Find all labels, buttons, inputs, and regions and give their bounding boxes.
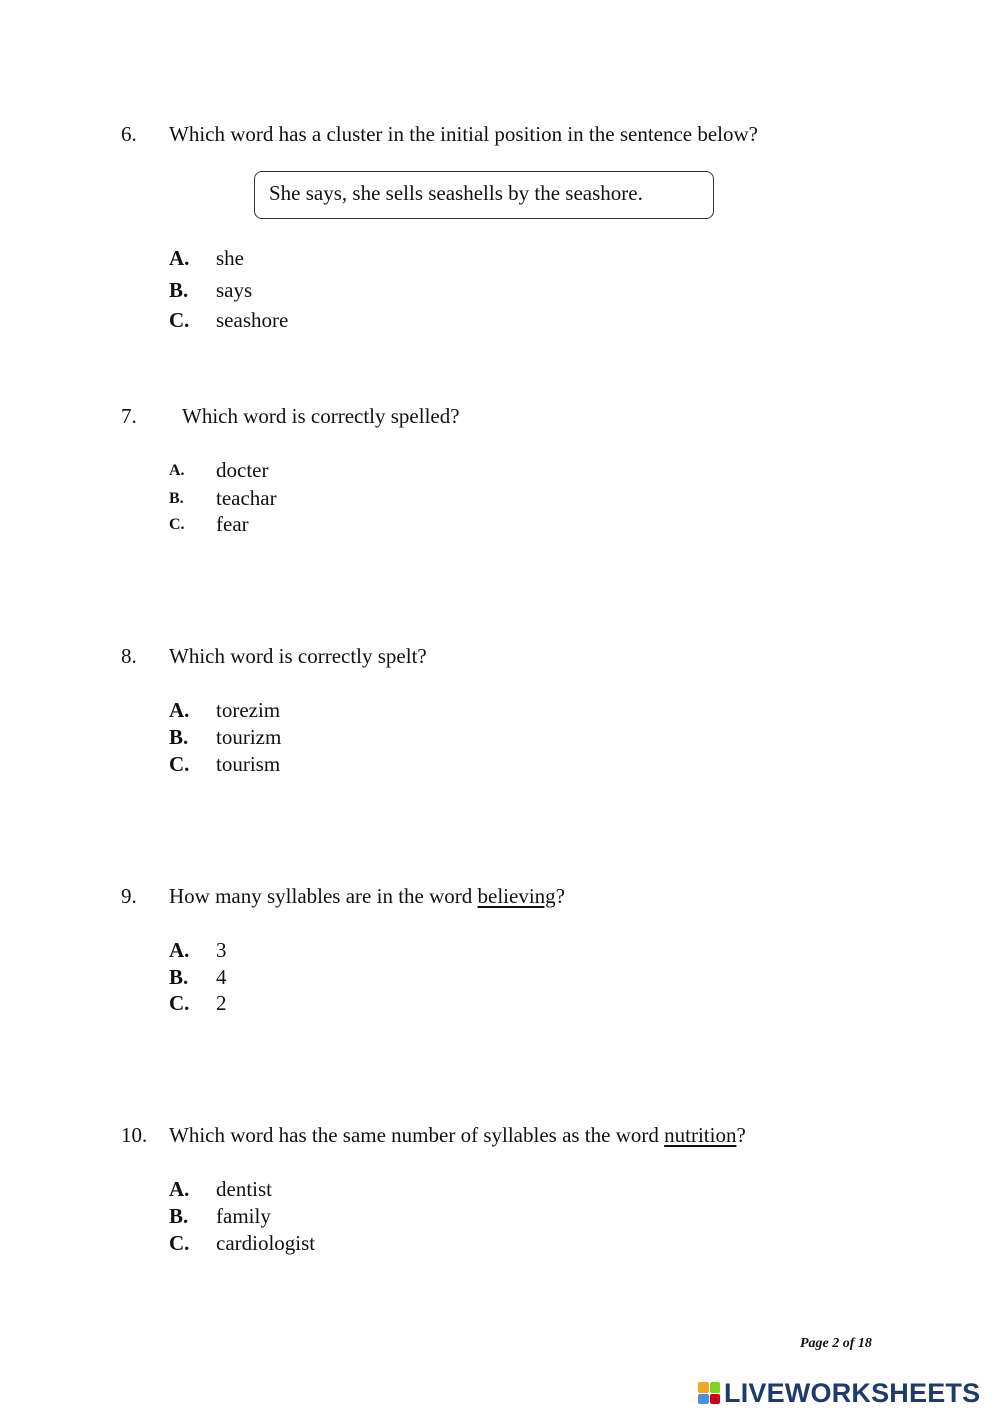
- boxed-sentence: She says, she sells seashells by the seashore.: [269, 181, 643, 205]
- option-text: 2: [216, 991, 227, 1015]
- question-10-number: 10.: [121, 1123, 148, 1147]
- option-letter: A.: [169, 698, 190, 722]
- option-letter: B.: [169, 1204, 189, 1228]
- brand-logo[interactable]: [698, 1378, 980, 1408]
- question-7-text: Which word is correctly spelled?: [182, 404, 460, 428]
- option-text: tourizm: [216, 725, 282, 749]
- option-text: teachar: [216, 486, 277, 510]
- page-number: Page 2 of 18: [800, 1336, 872, 1351]
- question-6-text: Which word has a cluster in the initial position in the sentence below?: [169, 122, 759, 146]
- underlined-word: believing: [477, 884, 556, 908]
- logo-square-icon: [698, 1382, 709, 1393]
- option-text: seashore: [216, 308, 289, 332]
- underlined-word: nutrition: [664, 1123, 737, 1147]
- option-letter: A.: [169, 462, 185, 479]
- liveworksheets-logo-icon: [698, 1382, 720, 1404]
- option-letter: C.: [169, 752, 190, 776]
- option-letter: B.: [169, 725, 189, 749]
- question-8-text: Which word is correctly spelt?: [169, 644, 427, 668]
- option-letter: C.: [169, 516, 185, 533]
- option-letter: B.: [169, 278, 189, 302]
- option-text: docter: [216, 458, 269, 482]
- question-text-part: How many syllables are in the word: [169, 884, 478, 908]
- option-text: cardiologist: [216, 1231, 316, 1255]
- option-letter: C.: [169, 1231, 190, 1255]
- question-6-number: 6.: [121, 122, 137, 146]
- option-letter: B.: [169, 965, 189, 989]
- option-letter: B.: [169, 490, 184, 507]
- option-text: she: [216, 246, 244, 270]
- option-letter: A.: [169, 246, 190, 270]
- logo-square-icon: [698, 1394, 709, 1405]
- sentence-box: [254, 171, 714, 219]
- option-letter: A.: [169, 1177, 190, 1201]
- option-text: torezim: [216, 698, 281, 722]
- logo-square-icon: [710, 1382, 721, 1393]
- option-text: 4: [216, 965, 227, 989]
- option-text: dentist: [216, 1177, 272, 1201]
- option-letter: C.: [169, 991, 190, 1015]
- question-text-part: Which word has the same number of syllables as the word: [169, 1123, 665, 1147]
- option-letter: C.: [169, 308, 190, 332]
- question-text-part: ?: [555, 884, 565, 908]
- option-text: fear: [216, 512, 249, 536]
- option-text: says: [216, 278, 253, 302]
- question-8-number: 8.: [121, 644, 137, 668]
- option-text: family: [216, 1204, 271, 1228]
- question-9-text: [169, 884, 565, 909]
- option-text: tourism: [216, 752, 281, 776]
- question-text-part: ?: [736, 1123, 746, 1147]
- brand-name: LIVEWORKSHEETS: [724, 1377, 981, 1408]
- question-9-number: 9.: [121, 884, 137, 908]
- option-text: 3: [216, 938, 227, 962]
- question-10-text: [169, 1123, 746, 1148]
- option-letter: A.: [169, 938, 190, 962]
- question-7-number: 7.: [121, 404, 137, 428]
- logo-square-icon: [710, 1394, 721, 1405]
